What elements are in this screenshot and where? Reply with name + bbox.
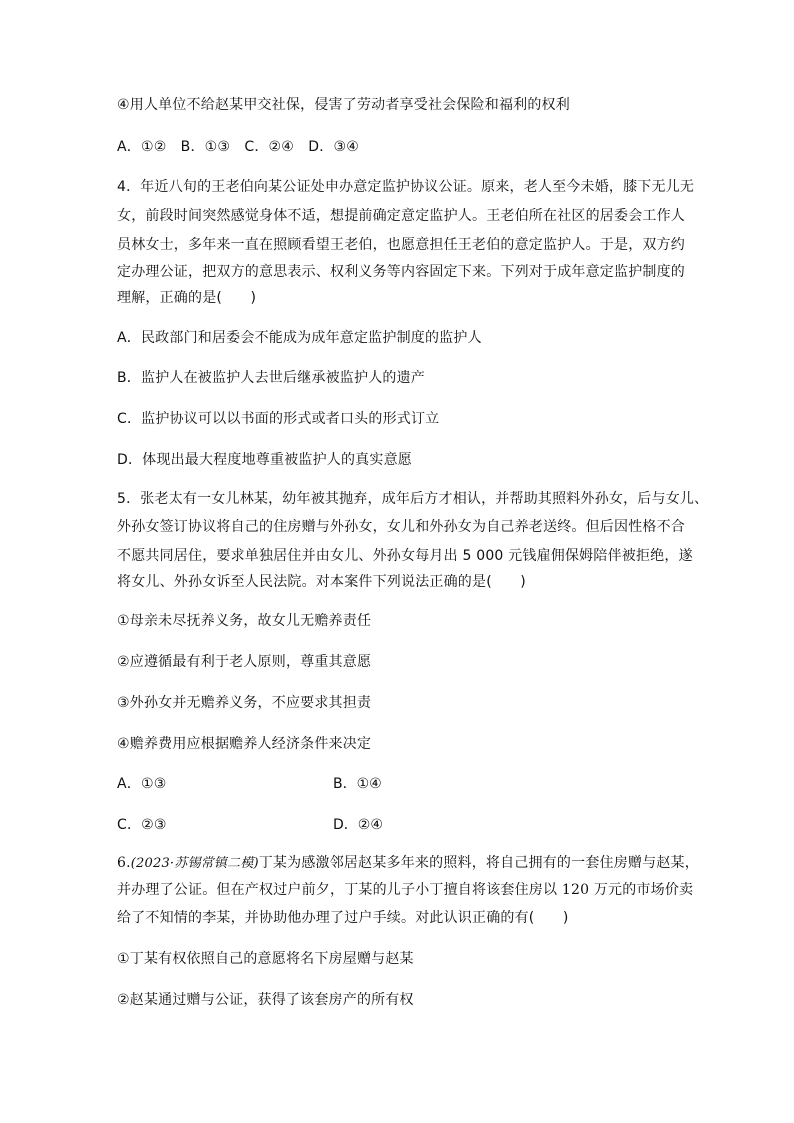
q6-stem-line: 并办理了公证。但在产权过户前夕，丁某的儿子小丁擅自将该套住房以 120 万元的市场价卖: [117, 882, 694, 898]
q4-option-a: A．民政部门和居委会不能成为成年意定监护制度的监护人: [117, 330, 482, 346]
q4-option-d: D．体现出最大程度地尊重被监护人的真实意愿: [117, 452, 412, 468]
q3-options: A．①② B．①③ C．②④ D．③④: [117, 139, 359, 155]
q5-statement-1: ①母亲未尽抚养义务，故女儿无赡养责任: [117, 613, 372, 629]
q5-stem-line: 将女儿、外孙女诉至人民法院。对本案件下列说法正确的是( ): [117, 574, 526, 590]
q4-stem-line: 4．年近八旬的王老伯向某公证处申办意定监护协议公证。原来，老人至今未婚，膝下无儿无: [117, 179, 695, 195]
q5-option-d: D．②④: [333, 817, 383, 833]
q4-stem-line: 女，前段时间突然感觉身体不适，想提前确定意定监护人。王老伯所在社区的居委会工作人: [117, 208, 685, 224]
q6-source-tag: (2023·苏锡常镇二模): [130, 856, 259, 871]
q5-option-b: B．①④: [333, 776, 382, 792]
q5-stem-line: 不愿共同居住，要求单独居住并由女儿、外孙女每月出 5 000 元钱雇佣保姆陪伴被拒绝，遂: [117, 548, 693, 564]
q5-option-c: C．②③: [117, 817, 167, 833]
q6-stem-text: 丁某为感激邻居赵某多年来的照料，将自己拥有的一套住房赠与赵某，: [258, 855, 699, 871]
q4-stem-line: 员林女士，多年来一直在照顾看望王老伯，也愿意担任王老伯的意定监护人。于是，双方约: [117, 237, 685, 253]
q4-option-c: C．监护协议可以以书面的形式或者口头的形式订立: [117, 411, 440, 427]
q6-statement-1: ①丁某有权依照自己的意愿将名下房屋赠与赵某: [117, 951, 414, 967]
q5-statement-4: ④赡养费用应根据赡养人经济条件来决定: [117, 736, 372, 752]
q5-stem-line: 5．张老太有一女儿林某，幼年被其抛弃，成年后方才相认，并帮助其照料外孙女，后与女儿、: [117, 491, 709, 507]
q4-stem-line: 理解，正确的是( ): [117, 290, 257, 306]
q6-number: 6.: [117, 855, 131, 871]
q6-stem-line: [117, 853, 699, 874]
q6-statement-2: ②赵某通过赠与公证，获得了该套房产的所有权: [117, 992, 414, 1008]
q5-statement-3: ③外孙女并无赡养义务，不应要求其担责: [117, 695, 372, 711]
q4-stem-line: 定办理公证，把双方的意思表示、权利义务等内容固定下来。下列对于成年意定监护制度的: [117, 264, 685, 280]
q6-stem-line: 给了不知情的李某，并协助他办理了过户手续。对此认识正确的有( ): [117, 910, 569, 926]
q5-option-a: A．①③: [117, 776, 167, 792]
q5-stem-line: 外孙女签订协议将自己的住房赠与外孙女，女儿和外孙女为自己养老送终。但后因性格不合: [117, 519, 685, 535]
q4-option-b: B．监护人在被监护人去世后继承被监护人的遗产: [117, 370, 426, 386]
q3-statement-4: ④用人单位不给赵某甲交社保，侵害了劳动者享受社会保险和福利的权利: [117, 97, 570, 113]
q5-statement-2: ②应遵循最有利于老人原则，尊重其意愿: [117, 654, 372, 670]
